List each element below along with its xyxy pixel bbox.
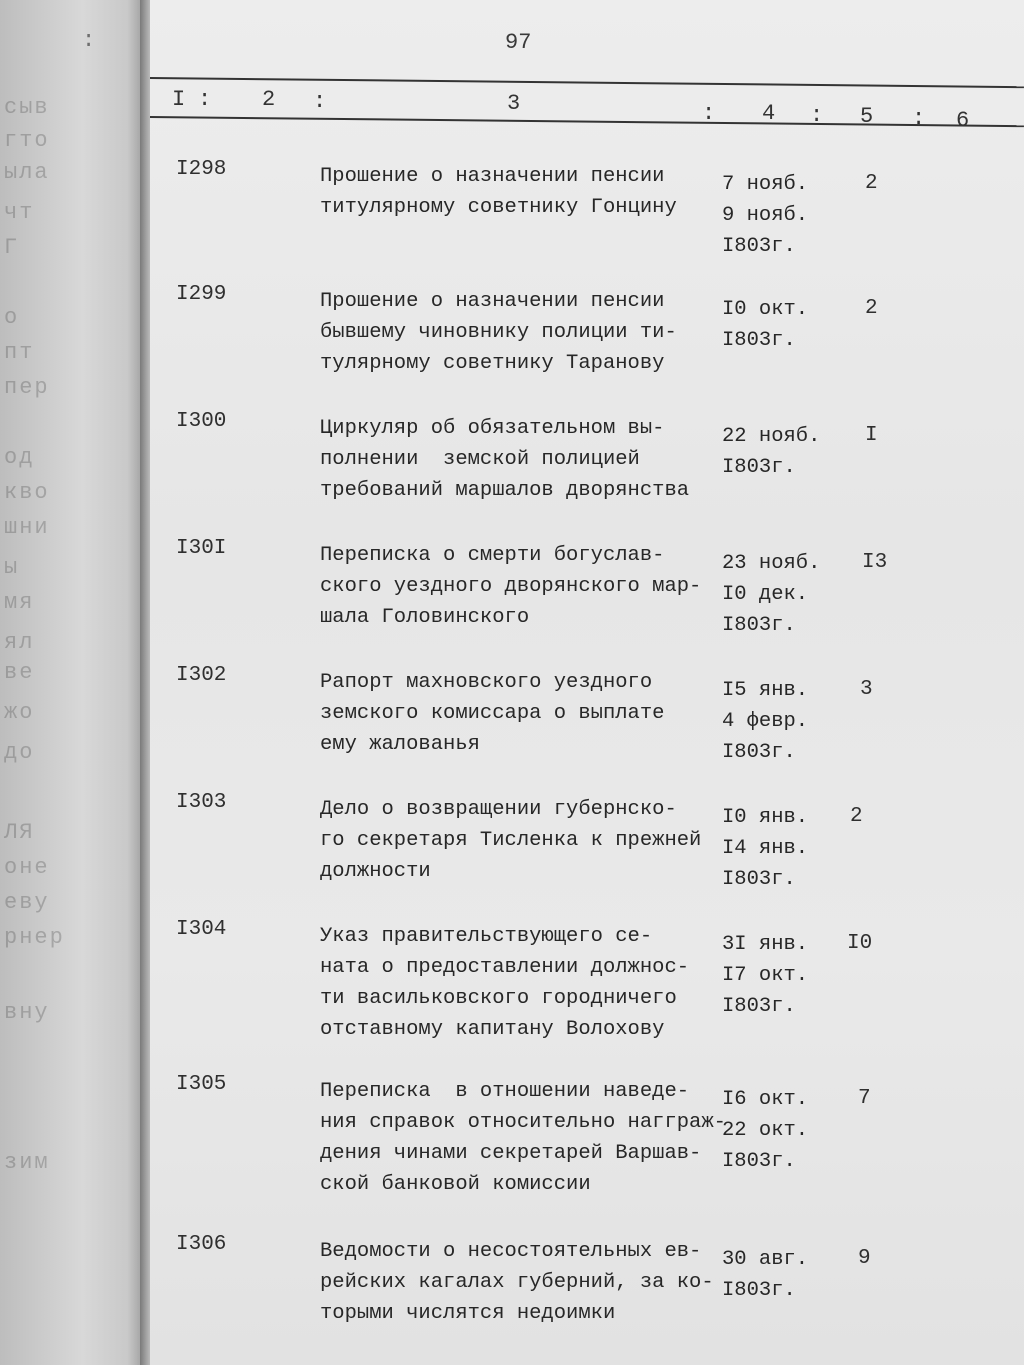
entry-number: I306	[176, 1233, 227, 1256]
entry-number: I302	[176, 664, 227, 687]
description-line: Переписка о смерти богуслав-	[320, 544, 665, 567]
date-line: 22 окт.	[722, 1119, 809, 1142]
bleed-through-text: Г	[4, 235, 20, 260]
description-line: Переписка в отношении наведе-	[320, 1080, 690, 1103]
bleed-through-text: сыв	[4, 95, 50, 120]
bleed-through-text: до	[4, 740, 35, 765]
left-page-edge	[0, 0, 150, 1365]
description-line: ния справок относительно нагграж-	[320, 1111, 726, 1134]
entry-dates	[722, 421, 820, 483]
document-page	[150, 0, 1024, 1365]
bleed-through-text: ыла	[4, 160, 50, 185]
column-header-4: 4	[762, 101, 776, 126]
column-header-separator: :	[912, 106, 926, 131]
date-line: 4 февр.	[722, 710, 809, 733]
column-header-separator: :	[313, 89, 327, 114]
date-line: I803г.	[722, 1150, 796, 1173]
description-line: торыми числятся недоимки	[320, 1302, 616, 1325]
entry-sheet-count: 2	[865, 172, 878, 195]
column-header-separator: :	[810, 103, 824, 128]
bleed-through-text: пер	[4, 375, 50, 400]
entry-description	[320, 540, 701, 633]
entry-sheet-count: I3	[862, 551, 888, 574]
column-header-6: 6	[956, 108, 970, 133]
bleed-through-text: гто	[4, 128, 50, 153]
date-line: I803г.	[722, 1279, 796, 1302]
date-line: I0 дек.	[722, 583, 809, 606]
bleed-through-text: од	[4, 445, 35, 470]
entry-number: I30I	[176, 537, 227, 560]
entry-number: I299	[176, 283, 227, 306]
column-header-2: 2	[262, 87, 276, 112]
date-line: I803г.	[722, 868, 796, 891]
bleed-through-text: ЛЯ	[4, 820, 35, 845]
entry-dates	[722, 675, 808, 768]
description-line: земского комиссара о выплате	[320, 702, 665, 725]
description-line: Циркуляр об обязательном вы-	[320, 417, 665, 440]
entry-description	[320, 794, 701, 887]
description-line: ского уездного дворянского мар-	[320, 575, 702, 598]
entry-dates	[722, 548, 820, 641]
entry-description	[320, 921, 689, 1045]
description-line: Прошение о назначении пенсии	[320, 290, 665, 313]
bleed-through-text: пт	[4, 340, 35, 365]
entry-number: I305	[176, 1073, 227, 1096]
bleed-through-text: :	[82, 28, 98, 53]
date-line: I803г.	[722, 741, 796, 764]
bleed-through-text: ял	[4, 630, 35, 655]
date-line: 30 авг.	[722, 1248, 809, 1271]
column-header-separator: :	[198, 87, 212, 112]
page-number: 97	[505, 30, 532, 55]
description-line: Рапорт махновского уездного	[320, 671, 653, 694]
bleed-through-text: ы	[4, 555, 20, 580]
date-line: I803г.	[722, 456, 796, 479]
date-line: I803г.	[722, 329, 796, 352]
description-line: полнении земской полицией	[320, 448, 640, 471]
date-line: I4 янв.	[722, 837, 809, 860]
entry-description	[320, 1236, 714, 1329]
entry-description	[320, 413, 689, 506]
column-header-3: 3	[507, 91, 521, 116]
bleed-through-text: мя	[4, 590, 35, 615]
description-line: требований маршалов дворянства	[320, 479, 690, 502]
bleed-through-text: ве	[4, 660, 35, 685]
date-line: I6 окт.	[722, 1088, 809, 1111]
entry-dates	[722, 1244, 808, 1306]
entry-description	[320, 1076, 726, 1200]
entry-sheet-count: 2	[850, 805, 863, 828]
description-line: шала Головинского	[320, 606, 530, 629]
bleed-through-text: рнер	[4, 925, 65, 950]
description-line: ской банковой комиссии	[320, 1173, 591, 1196]
description-line: дения чинами секретарей Варшав-	[320, 1142, 702, 1165]
header-bottom-rule	[150, 116, 1024, 127]
date-line: I7 окт.	[722, 964, 809, 987]
bleed-through-text: о	[4, 305, 20, 330]
column-header-1: I	[172, 87, 186, 112]
bleed-through-text: жо	[4, 700, 35, 725]
entry-sheet-count: 2	[865, 297, 878, 320]
entry-sheet-count: 3	[860, 678, 873, 701]
bleed-through-text: оне	[4, 855, 50, 880]
entry-dates	[722, 169, 808, 262]
entry-number: I303	[176, 791, 227, 814]
description-line: Прошение о назначении пенсии	[320, 165, 665, 188]
bleed-through-text: чт	[4, 200, 35, 225]
entry-dates	[722, 929, 808, 1022]
description-line: рейских кагалах губерний, за ко-	[320, 1271, 714, 1294]
description-line: ната о предоставлении должнос-	[320, 956, 690, 979]
date-line: 7 нояб.	[722, 173, 809, 196]
date-line: I5 янв.	[722, 679, 809, 702]
description-line: тулярному советнику Таранову	[320, 352, 665, 375]
header-top-rule	[150, 77, 1024, 88]
date-line: I803г.	[722, 614, 796, 637]
description-line: отставному капитану Волохову	[320, 1018, 665, 1041]
date-line: I0 янв.	[722, 806, 809, 829]
date-line: I803г.	[722, 235, 796, 258]
entry-sheet-count: I0	[847, 932, 873, 955]
entry-number: I298	[176, 158, 227, 181]
description-line: го секретаря Тисленка к прежней	[320, 829, 702, 852]
entry-sheet-count: 9	[858, 1247, 871, 1270]
column-header-5: 5	[860, 104, 874, 129]
description-line: Ведомости о несостоятельных ев-	[320, 1240, 702, 1263]
entry-description	[320, 667, 664, 760]
entry-sheet-count: 7	[858, 1087, 871, 1110]
description-line: должности	[320, 860, 431, 883]
column-header-separator: :	[702, 101, 716, 126]
date-line: 9 нояб.	[722, 204, 809, 227]
entry-number: I300	[176, 410, 227, 433]
date-line: 23 нояб.	[722, 552, 821, 575]
bleed-through-text: шни	[4, 515, 50, 540]
entry-sheet-count: I	[865, 424, 878, 447]
bleed-through-text: кво	[4, 480, 50, 505]
description-line: ти васильковского городничего	[320, 987, 677, 1010]
description-line: Указ правительствующего се-	[320, 925, 653, 948]
entry-description	[320, 161, 677, 223]
date-line: I0 окт.	[722, 298, 809, 321]
description-line: титулярному советнику Гонцину	[320, 196, 677, 219]
description-line: бывшему чиновнику полиции ти-	[320, 321, 677, 344]
date-line: 22 нояб.	[722, 425, 821, 448]
entry-description	[320, 286, 677, 379]
entry-dates	[722, 802, 808, 895]
description-line: ему жалованья	[320, 733, 480, 756]
bleed-through-text: еву	[4, 890, 50, 915]
bleed-through-text: вну	[4, 1000, 50, 1025]
entry-dates	[722, 1084, 808, 1177]
entry-number: I304	[176, 918, 227, 941]
date-line: I803г.	[722, 995, 796, 1018]
entry-dates	[722, 294, 808, 356]
bleed-through-text: зим	[4, 1150, 50, 1175]
description-line: Дело о возвращении губернско-	[320, 798, 677, 821]
date-line: 3I янв.	[722, 933, 809, 956]
